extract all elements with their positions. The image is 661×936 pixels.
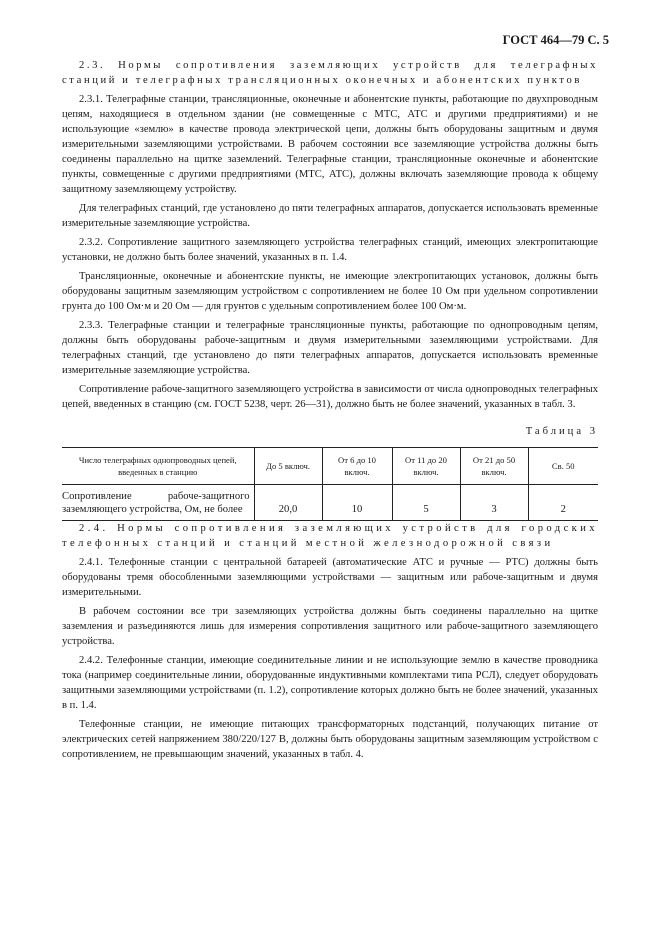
table-cell: 2 [528,485,598,521]
table-header-cell: Св. 50 [528,448,598,485]
paragraph-2-3-2: 2.3.2. Сопротивление защитного заземляющего устройства телеграфных станций, имеющих электропитающие установки, не должно быть более значений, указанных в п. 1.4. [62,237,598,263]
paragraph-2-4-2: 2.4.2. Телефонные станции, имеющие соединительные линии и не использующие землю в качестве проводника тока (например соединительные линии, оборудованные индуктивными комплектами типа РСЛ), следует оборудовать защитными заземляющими устройствами (п. 1.2), сопротивление которых должно быть не более значений, указанных в п. 1.4. [62,655,598,711]
table-header-cell: От 21 до 50 включ. [460,448,528,485]
section-2-4-heading: 2.4. Нормы сопротивления заземляющих устройств для городских телефонных станций и станций местной железнодорожной связи [62,523,598,549]
paragraph-2-3-3: 2.3.3. Телеграфные станции и телеграфные трансляционные пункты, работающие по однопроводным цепям, должны быть оборудованы рабоче-защитным и двумя измерительными заземляющими устройствами. Для телеграфных станций, где установлено до пяти телеграфных аппаратов, допускается использовать временные измерительные заземляющие устройства. [62,320,598,376]
paragraph-2-3-3-note: Сопротивление рабоче-защитного заземляющего устройства в зависимости от числа однопроводных телеграфных цепей, введенных в станцию (см. ГОСТ 5238, черт. 26—31), должно быть не более значений, указанных в табл. 3. [62,384,598,410]
paragraph-2-3-1-note: Для телеграфных станций, где установлено до пяти телеграфных аппаратов, допускается использовать временные измерительные заземляющие устройства. [62,203,598,229]
table-cell: 20,0 [254,485,322,521]
document-body [62,58,598,766]
table-header-cell: До 5 включ. [254,448,322,485]
table-cell: 3 [460,485,528,521]
page-header: ГОСТ 464—79 С. 5 [502,33,609,47]
table-header-cell: От 6 до 10 включ. [322,448,392,485]
paragraph-2-3-2-note: Трансляционные, оконечные и абонентские пункты, не имеющие электропитающих установок, должны быть оборудованы защитным заземляющим устройством с сопротивлением не более 10 Ом при удельном сопротивлении грунта до 100 Ом·м и 20 Ом — для грунтов с удельным сопротивлением более 100 Ом·м. [62,271,598,312]
paragraph-2-4-1-note: В рабочем состоянии все три заземляющих устройства должны быть соединены параллельно на щитке заземления и разъединяются лишь для измерения сопротивления защитного или рабоче-защитного заземляющего устройства. [62,606,598,647]
paragraph-2-4-2-note: Телефонные станции, не имеющие питающих трансформаторных подстанций, получающих питание от электрических сетей напряжением 380/220/127 В, должны быть оборудованы защитным заземляющим устройством с сопротивлением, не превышающим значений, указанных в табл. 4. [62,719,598,760]
paragraph-2-3-1: 2.3.1. Телеграфные станции, трансляционные, оконечные и абонентские пункты, работающие по двухпроводным цепям, находящиеся в отдельном здании (не совмещенные с МТС, АТС и другими предприятиями) и не использующие «землю» в качестве провода электрической цепи, должны быть оборудованы защитным и двумя измерительными заземляющими устройствами. В рабочем состоянии все заземляющие устройства должны быть соединены параллельно на щитке заземлений. Телеграфные станции, трансляционные оконечные и абонентские пункты, совмещенные с другими предприятиями (МТС, АТС), должны включать заземляющие провода к общему защитному заземляющему устройству. [62,94,598,195]
table-header-cell: Число телеграфных однопроводных цепей, введенных в станцию [62,448,254,485]
table-cell: 5 [392,485,460,521]
table-header-cell: От 11 до 20 включ. [392,448,460,485]
paragraph-2-4-1: 2.4.1. Телефонные станции с центральной батареей (автоматические АТС и ручные — РТС) должны быть оборудованы тремя обособленными заземляющими устройствами — защитным или рабоче-защитным и двумя измерительными. [62,557,598,598]
table-3-caption: Таблица 3 [525,426,598,437]
table-3 [62,447,598,521]
table-row-label: Сопротивление рабоче-защитного заземляющего устройства, Ом, не более [62,485,254,521]
table-header-row [62,448,598,485]
section-2-3-heading: 2.3. Нормы сопротивления заземляющих устройств для телеграфных станций и телеграфных трансляционных оконечных и абонентских пунктов [62,60,598,86]
table-row [62,485,598,521]
table-cell: 10 [322,485,392,521]
